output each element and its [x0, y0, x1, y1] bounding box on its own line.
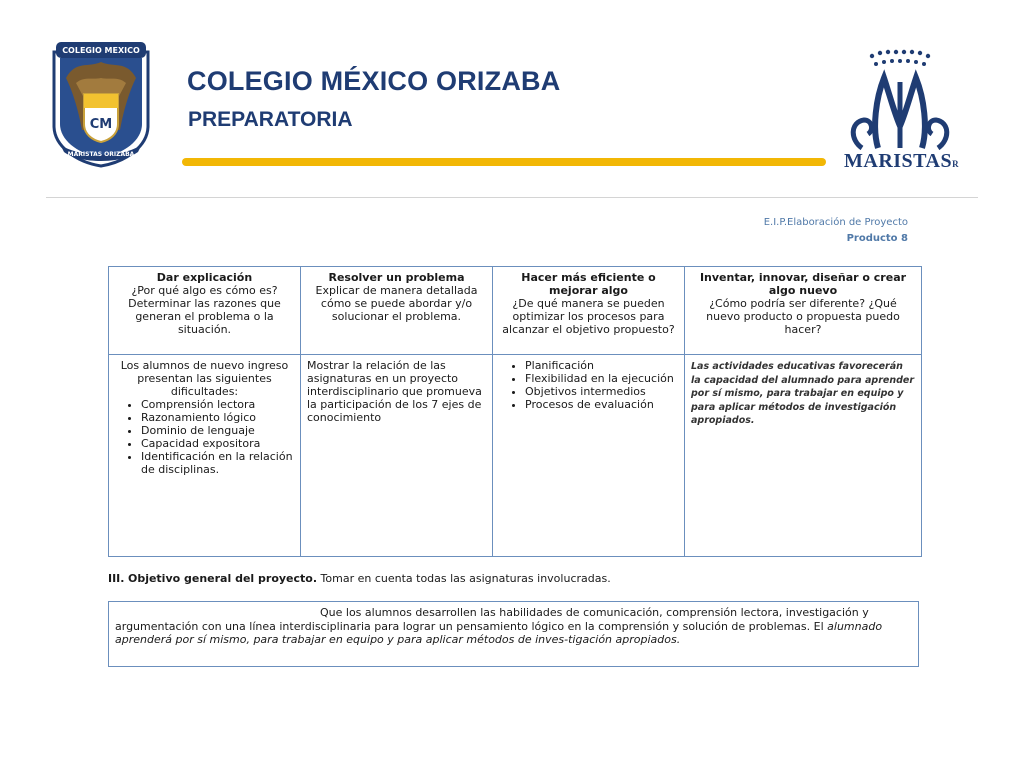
cell-text: Las actividades educativas favorecerán la capacidad del alumnado para aprender por sí mismo, para trabajar en equipo y para aplicar métodos de investigación apropiados. [691, 361, 915, 426]
document-tag-line2: Producto 8 [846, 233, 908, 244]
objective-heading [108, 572, 611, 585]
list-item: • Razonamiento lógico [141, 411, 294, 424]
school-crest-icon [46, 38, 156, 168]
header-body: ¿Cómo podría ser diferente? ¿Qué nuevo producto o propuesta puedo hacer? [706, 297, 900, 336]
table-header-cell [301, 267, 493, 355]
objective-text: Que los alumnos desarrollen las habilidades de comunicación, comprensión lectora, investigación y argumentación con una línea interdisciplinaria para lograr un pensamiento lógico en la comprensión y solución de problemas. El [115, 606, 869, 633]
list-item: • Identificación en la relación de disciplinas. [141, 450, 294, 476]
table-row [109, 355, 922, 557]
header-body: Explicar de manera detallada cómo se puede abordar y/o solucionar el problema. [315, 284, 478, 323]
table-header-row [109, 267, 922, 355]
header-title: Resolver un problema [328, 271, 465, 284]
objective-box [108, 601, 919, 667]
objective-heading-rest: Tomar en cuenta todas las asignaturas involucradas. [320, 572, 611, 585]
document-tag-line1: E.I.P.Elaboración de Proyecto [763, 217, 908, 228]
page-title: COLEGIO MÉXICO ORIZABA [187, 66, 561, 96]
header-title: Hacer más eficiente o mejorar algo [521, 271, 656, 297]
table-cell [685, 355, 922, 557]
svg-text:CM: CM [89, 117, 113, 132]
table-cell [109, 355, 301, 557]
table-cell [493, 355, 685, 557]
header-body: ¿Por qué algo es cómo es? Determinar las razones que generan el problema o la situación. [128, 284, 281, 336]
objective-heading-bold: Objetivo general del proyecto. [127, 572, 318, 585]
header-divider [46, 197, 978, 198]
table-header-cell [109, 267, 301, 355]
project-table [108, 266, 922, 557]
difficulties-list [115, 398, 294, 476]
cell-text: Mostrar la relación de las asignaturas en un proyecto interdisciplinario que promueva la participación de los 7 ejes de conocimiento [307, 359, 482, 424]
table-header-cell [493, 267, 685, 355]
list-item: • Dominio de lenguaje [141, 424, 294, 437]
improvement-list [499, 359, 678, 411]
page-subtitle: PREPARATORIA [188, 108, 353, 131]
list-item: • Comprensión lectora [141, 398, 294, 411]
maristas-wordmark: MARISTASR [844, 150, 960, 172]
objective-number: III. [108, 572, 125, 585]
list-item: • Objetivos intermedios [525, 385, 678, 398]
table-header-cell [685, 267, 922, 355]
header-title: Inventar, innovar, diseñar o crear algo nuevo [699, 271, 907, 297]
page-header [0, 0, 1024, 200]
list-item: • Capacidad expositora [141, 437, 294, 450]
objective-text-italic: alumnado aprenderá por sí mismo, para trabajar en equipo y para aplicar métodos de inves-tigación apropiados. [115, 619, 883, 646]
list-item: • Planificación [525, 359, 678, 372]
list-item: • Procesos de evaluación [525, 398, 678, 411]
svg-text:COLEGIO MEXICO: COLEGIO MEXICO [62, 46, 140, 55]
header-title: Dar explicación [156, 271, 253, 284]
title-underline-bar [182, 158, 826, 166]
cell-intro-text: Los alumnos de nuevo ingreso presentan las siguientes dificultades: [120, 359, 289, 398]
svg-text:MARISTAS ORIZABA: MARISTAS ORIZABA [67, 151, 135, 158]
table-cell [301, 355, 493, 557]
list-item: • Flexibilidad en la ejecución [525, 372, 678, 385]
header-body: ¿De qué manera se pueden optimizar los procesos para alcanzar el objetivo propuesto? [502, 297, 675, 336]
